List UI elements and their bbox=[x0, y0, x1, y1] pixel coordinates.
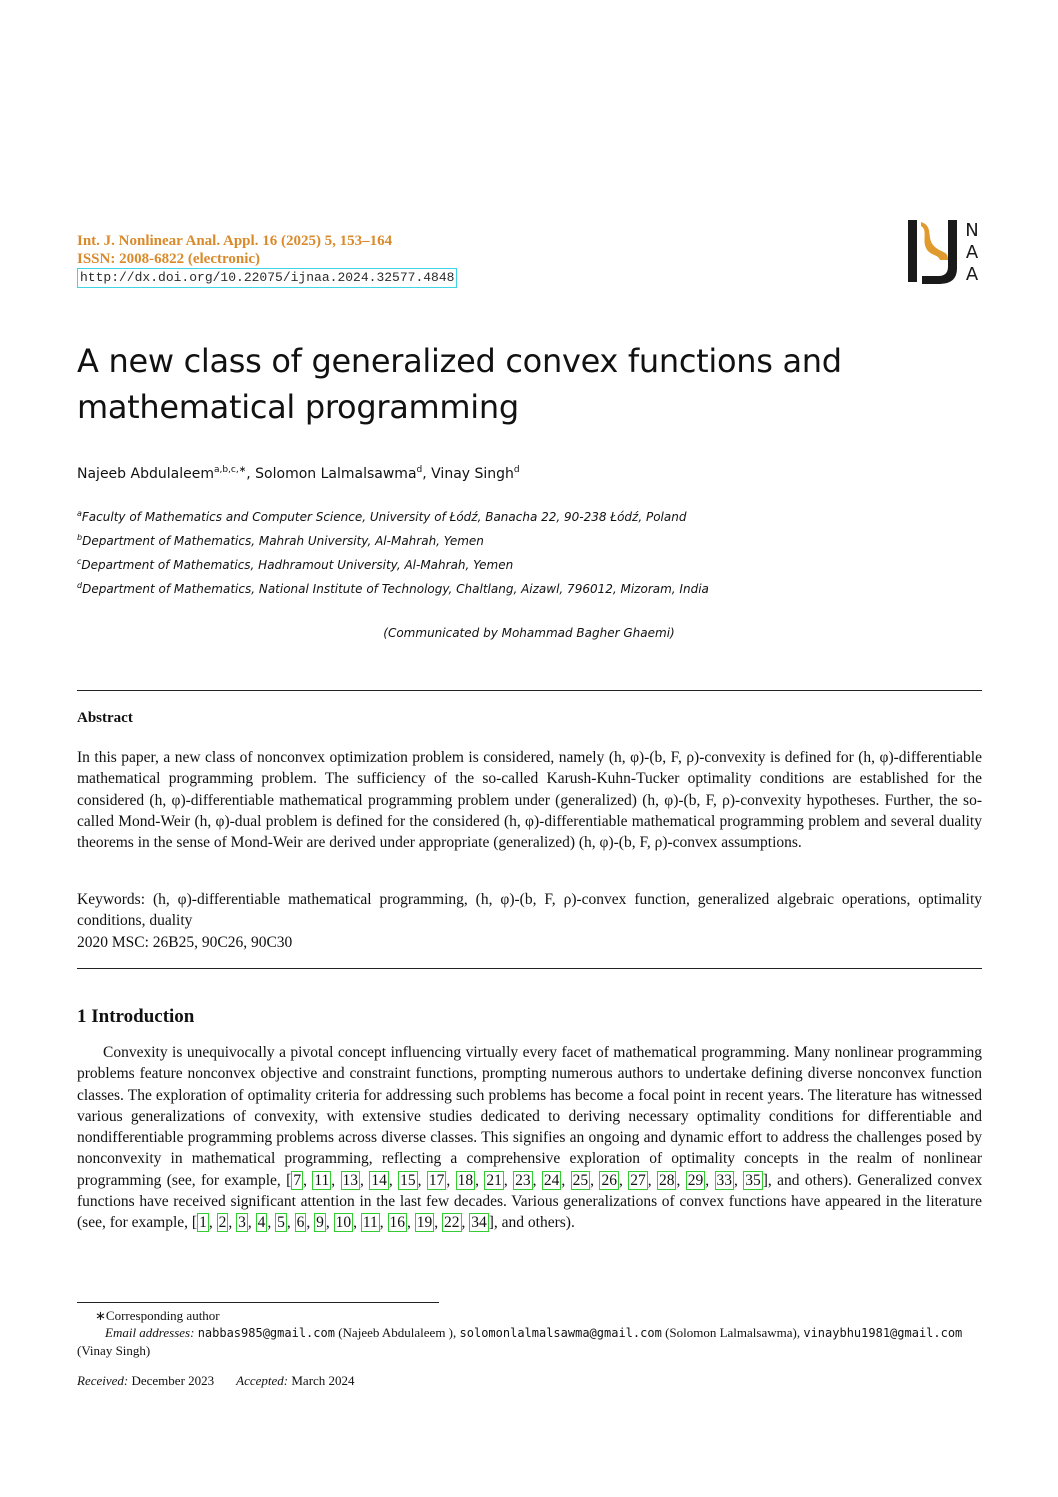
journal-header bbox=[77, 232, 457, 288]
email-link[interactable]: vinaybhu1981@gmail.com bbox=[803, 1326, 963, 1340]
footnote-emails bbox=[77, 1324, 982, 1359]
paper-title: A new class of generalized convex functions and mathematical programming bbox=[77, 342, 842, 426]
affiliation-key: b bbox=[77, 533, 83, 542]
author-name: Vinay Singh bbox=[431, 466, 514, 482]
affiliation-key: d bbox=[77, 581, 83, 590]
email-owner: (Solomon Lalmalsawma), bbox=[665, 1325, 801, 1340]
journal-issn: ISSN: 2008-6822 (electronic) bbox=[77, 251, 261, 267]
footnote-rule bbox=[77, 1302, 439, 1303]
citation-link[interactable]: 1 bbox=[199, 1214, 207, 1232]
affiliation bbox=[77, 581, 709, 596]
citation-link[interactable]: 22 bbox=[444, 1214, 460, 1232]
citation-link[interactable]: 23 bbox=[515, 1171, 531, 1189]
citation-link[interactable]: 7 bbox=[293, 1171, 302, 1189]
logo-letter-a1: A bbox=[965, 242, 979, 263]
author-affil-mark: d bbox=[513, 465, 520, 475]
citation-link[interactable]: 18 bbox=[457, 1171, 474, 1189]
abstract-heading: Abstract bbox=[77, 710, 133, 726]
affiliation bbox=[77, 557, 513, 572]
introduction-paragraph bbox=[77, 1042, 982, 1234]
accepted-label: Accepted: bbox=[236, 1373, 289, 1388]
citation-link[interactable]: 16 bbox=[389, 1214, 406, 1232]
intro-text: ], and others). Generalized convex functions have received significant attention in the last few decades. Various generalizations of convex functions have appeared in the literature (see, for example, [ bbox=[77, 1171, 983, 1232]
ijnaa-logo-icon bbox=[904, 216, 982, 286]
received-date: December 2023 bbox=[131, 1373, 215, 1388]
logo-letter-n: N bbox=[965, 220, 979, 241]
communicated-by: (Communicated by Mohammad Bagher Ghaemi) bbox=[383, 626, 675, 640]
citation-link[interactable]: 10 bbox=[335, 1214, 352, 1232]
citation-link[interactable]: 35 bbox=[745, 1171, 761, 1189]
citation-list: 1 , 2 , 3 , 4 , 5 , 6 , 9 , 10 , 11 , 16 , 19 , 22 , 34 bbox=[199, 1214, 487, 1232]
citation-link[interactable]: 11 bbox=[314, 1171, 330, 1189]
doi-link[interactable]: http://dx.doi.org/10.22075/ijnaa.2024.32577.4848 bbox=[77, 268, 457, 288]
affiliation-text: Department of Mathematics, Mahrah University, Al-Mahrah, Yemen bbox=[82, 534, 484, 548]
citation-link[interactable]: 34 bbox=[471, 1214, 487, 1232]
intro-text: ], and others). bbox=[488, 1214, 575, 1232]
submission-dates bbox=[77, 1372, 982, 1389]
citation-link[interactable]: 25 bbox=[572, 1171, 589, 1189]
footnote-corresponding bbox=[77, 1307, 982, 1324]
intro-text: Convexity is unequivocally a pivotal concept influencing virtually every facet of mathematical programming. Many nonlinear programming problems feature nonconvex objective and constraint functions, prompting numerous authors to undertake defining diverse nonconvex function classes. The exploration of optimality criteria for addressing such problems has become a focal point in recent years. The literature has witnessed various generalizations of convexity, with extensive studies dedicated to deriving necessary optimality conditions for differentiable and nondifferentiable programming problems across diverse classes. This signifies an ongoing and dynamic effort to address the challenges posed by nonconvexity in mathematical programming, reflecting a comprehensive exploration of optimality concepts in the realm of nonlinear programming (see, for example, [ bbox=[77, 1044, 982, 1189]
journal-citation: Int. J. Nonlinear Anal. Appl. 16 (2025) 5, 153–164 bbox=[77, 233, 393, 249]
citation-link[interactable]: 2 bbox=[218, 1214, 227, 1232]
citation-link[interactable]: 28 bbox=[658, 1171, 675, 1189]
section-heading-introduction: 1 Introduction bbox=[77, 1006, 195, 1027]
affiliation-text: Department of Mathematics, Hadhramout University, Al-Mahrah, Yemen bbox=[81, 558, 514, 572]
accepted-date: March 2024 bbox=[291, 1373, 355, 1388]
citation-link[interactable]: 3 bbox=[238, 1214, 246, 1232]
abstract-text: In this paper, a new class of nonconvex optimization problem is considered, namely (h, φ)-(b, F, ρ)-convexity is defined for (h, φ)-differentiable mathematical programming problem. The sufficiency of the so-called Karush-Kuhn-Tucker optimality conditions are established for the considered (h, φ)-differentiable mathematical programming problem under (generalized) (h, φ)-(b, F, ρ)-convexity hypotheses. Further, the so-called Mond-Weir (h, φ)-dual problem is defined for the considered (h, φ)-differentiable mathematical programming problem and several duality theorems in the sense of Mond-Weir are derived under appropriate (generalized) (h, φ)-(b, F, ρ)-convex assumptions. bbox=[77, 749, 982, 852]
affiliation-text: Department of Mathematics, National Institute of Technology, Chaltlang, Aizawl, 796012, Mizoram, India bbox=[82, 582, 709, 596]
affiliation-key: c bbox=[77, 557, 82, 566]
author-name: Najeeb Abdulaleem bbox=[77, 466, 214, 482]
affiliation-text: Faculty of Mathematics and Computer Science, University of Łódź, Banacha 22, 90-238 Łódź, Poland bbox=[81, 510, 687, 524]
logo-letter-a2: A bbox=[965, 264, 979, 285]
citation-link[interactable]: 17 bbox=[428, 1171, 445, 1189]
citation-link[interactable]: 11 bbox=[362, 1214, 378, 1232]
citation-link[interactable]: 15 bbox=[400, 1171, 416, 1189]
keywords: Keywords: (h, φ)-differentiable mathematical programming, (h, φ)-(b, F, ρ)-convex function, generalized algebraic operations, optimality conditions, duality bbox=[77, 891, 982, 930]
author-affil-mark: a,b,c,∗ bbox=[213, 465, 247, 475]
citation-link[interactable]: 33 bbox=[716, 1171, 732, 1189]
footnote-marker: ∗ bbox=[95, 1308, 106, 1323]
citation-link[interactable]: 27 bbox=[630, 1171, 646, 1189]
citation-link[interactable]: 26 bbox=[601, 1171, 617, 1189]
citation-link[interactable]: 29 bbox=[687, 1171, 704, 1189]
citation-list: 7 , 11 , 13 , 14 , 15 , 17 , 18 , 21 , 23 , 24 , 25 , 26 , 27 , 28 , 29 , 33 , 35 bbox=[293, 1171, 761, 1189]
email-owner: (Vinay Singh) bbox=[77, 1343, 151, 1358]
msc-codes: 2020 MSC: 26B25, 90C26, 90C30 bbox=[77, 934, 293, 951]
received-label: Received: bbox=[77, 1373, 129, 1388]
email-link[interactable]: nabbas985@gmail.com bbox=[197, 1326, 335, 1340]
citation-link[interactable]: 14 bbox=[371, 1171, 387, 1189]
affiliation-key: a bbox=[77, 509, 82, 518]
citation-link[interactable]: 21 bbox=[486, 1171, 502, 1189]
footnote-text: Corresponding author bbox=[105, 1308, 220, 1323]
email-label: Email addresses: bbox=[105, 1325, 195, 1340]
citation-link[interactable]: 6 bbox=[296, 1214, 305, 1232]
citation-link[interactable]: 13 bbox=[342, 1171, 359, 1189]
citation-link[interactable]: 5 bbox=[277, 1214, 285, 1232]
affiliation bbox=[77, 533, 484, 548]
author-name: Solomon Lalmalsawma bbox=[255, 466, 417, 482]
author-affil-mark: d bbox=[416, 465, 423, 475]
author-list: Najeeb Abdulaleem$^{a,b,c,∗}$, Solomon Lalmalsawma$^d$, Vinay Singh$^d$ bbox=[77, 465, 520, 482]
email-link[interactable]: solomonlalmalsawma@gmail.com bbox=[459, 1326, 662, 1340]
citation-link[interactable]: 9 bbox=[316, 1214, 324, 1232]
email-owner: (Najeeb Abdulaleem ), bbox=[338, 1325, 457, 1340]
citation-link[interactable]: 24 bbox=[543, 1171, 560, 1189]
affiliation bbox=[77, 509, 686, 524]
divider bbox=[77, 690, 982, 691]
citation-link[interactable]: 4 bbox=[257, 1214, 266, 1232]
citation-link[interactable]: 19 bbox=[416, 1214, 433, 1232]
divider bbox=[77, 968, 982, 969]
